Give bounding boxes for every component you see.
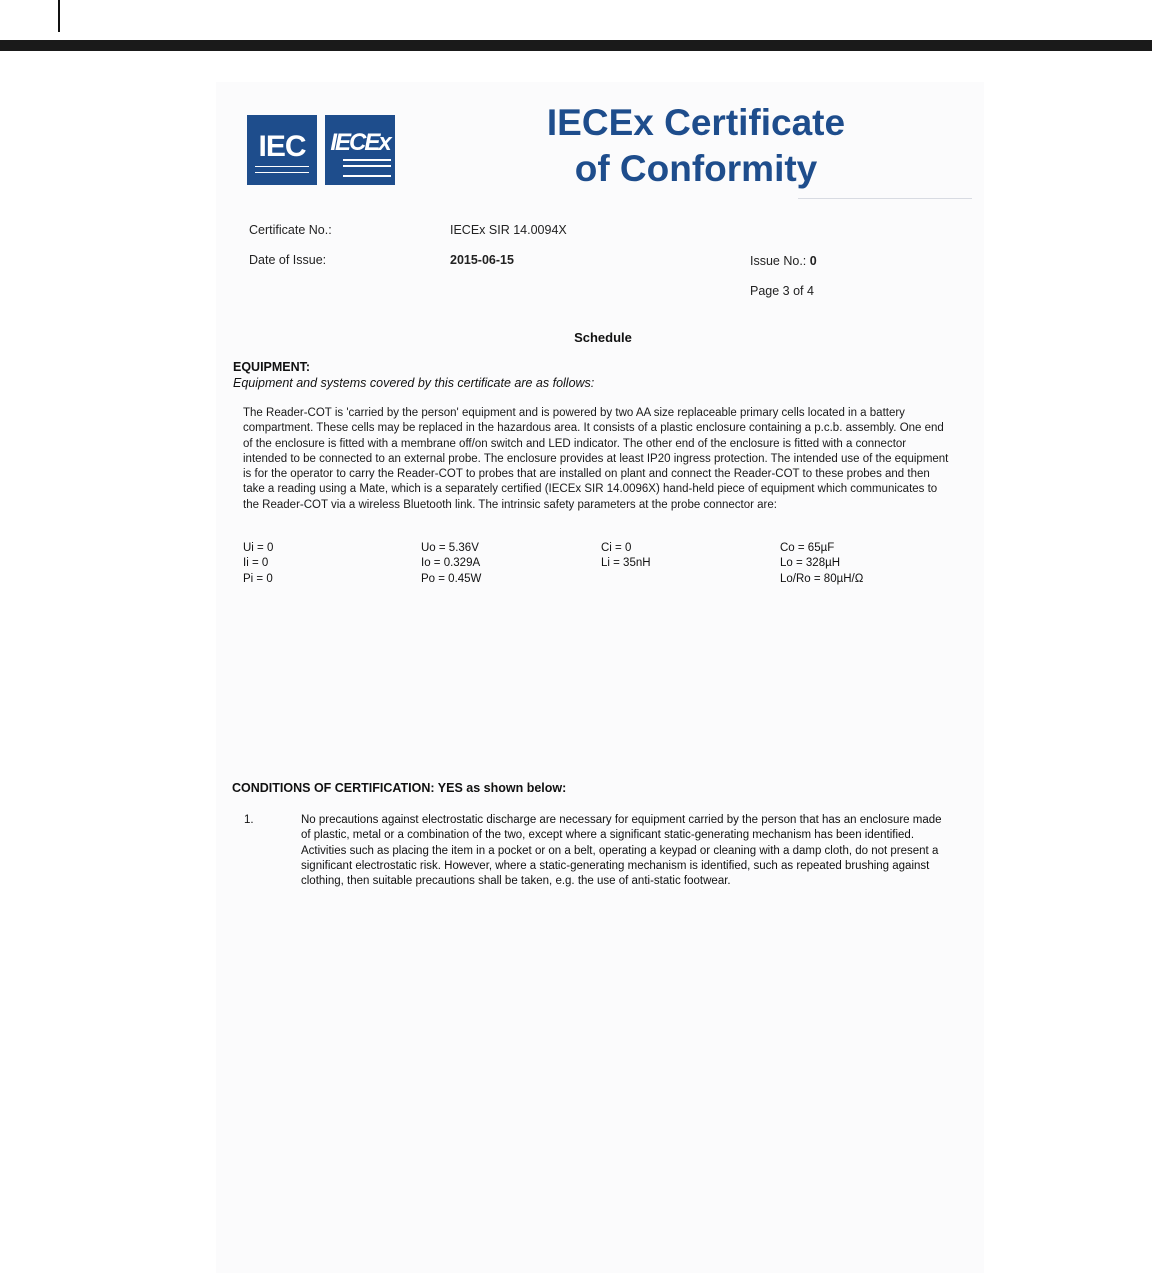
iecex-logo	[325, 115, 395, 185]
schedule-heading	[216, 330, 984, 345]
certificate-page	[216, 82, 984, 1273]
param-row	[243, 556, 943, 571]
page-number: Page 3 of 4	[750, 284, 814, 298]
param-ui: Ui = 0	[243, 542, 274, 554]
param-ii: Ii = 0	[243, 557, 269, 570]
certificate-title-line1: IECEx Certificate	[546, 102, 846, 143]
certificate-no-value: IECEx SIR 14.0094X	[450, 223, 567, 237]
issue-no	[750, 254, 817, 268]
param-pi: Pi = 0	[243, 572, 273, 585]
param-lo-ro: Lo/Ro = 80µH/Ω	[780, 572, 864, 585]
param-io: Io = 0.329A	[421, 557, 481, 570]
param-row	[243, 541, 943, 556]
condition-number: 1.	[244, 814, 254, 826]
issue-no-label: Issue No.:	[750, 254, 807, 268]
iec-logo	[247, 115, 317, 185]
issue-no-value: 0	[809, 254, 817, 268]
condition-text: No precautions against electrostatic discharge are necessary for equipment carried by the person that has an enclosure made of plastic, metal or a combination of the two, except where a significant static-generating mechanism has been identified. Activities such as placing the item in a pocket or on a belt, operating a keypad or cleaning with a damp cloth, do not present a significant electrostatic risk. However, where a static-generating mechanism is identified, such as repeated brushing against clothing, then suitable precautions shall be taken, e.g. the use of anti-static footwear.	[301, 814, 942, 888]
equipment-heading: EQUIPMENT:	[233, 360, 311, 374]
iec-logo-text: IEC	[258, 130, 306, 163]
param-lo: Lo = 328µH	[780, 557, 841, 570]
param-po: Po = 0.45W	[421, 572, 482, 585]
date-of-issue-value: 2015-06-15	[450, 253, 514, 267]
viewer-top-tick	[58, 0, 60, 32]
logo-group	[247, 115, 395, 185]
conditions-heading: CONDITIONS OF CERTIFICATION: YES as shown below:	[232, 781, 567, 795]
param-uo: Uo = 5.36V	[421, 542, 479, 554]
param-ci: Ci = 0	[601, 542, 632, 554]
iec-logo-stripes	[255, 166, 309, 173]
iecex-logo-text: IECEx	[330, 129, 390, 156]
iecex-logo-stripes	[343, 159, 391, 177]
safety-parameters	[243, 541, 943, 587]
certificate-title-line2: of Conformity	[574, 148, 818, 189]
param-co: Co = 65µF	[780, 542, 835, 554]
schedule-heading-text: Schedule	[574, 330, 632, 345]
certificate-no-label: Certificate No.:	[249, 223, 332, 237]
title-divider	[798, 198, 972, 199]
param-li: Li = 35nH	[601, 557, 651, 570]
param-row	[243, 572, 943, 587]
equipment-description: The Reader-COT is 'carried by the person' equipment and is powered by two AA size replaceable primary cells located in a battery compartment. These cells may be replaced in the hazardous area. It consists of a plastic enclosure containing a p.c.b. assembly. One end of the enclosure is fitted with a membrane off/on switch and LED indicator. The other end of the enclosure is fitted with a connector intended to be connected to an external probe. The enclosure provides at least IP20 ingress protection. The intended use of the equipment is for the operator to carry the Reader-COT to probes that are installed on plant and connect the Reader-COT to these probes and then take a reading using a Mate, which is a separately certified (IECEx SIR 14.0096X) hand-held piece of equipment which communicates to the Reader-COT via a wireless Bluetooth link. The intrinsic safety parameters at the probe connector are:	[243, 407, 949, 511]
date-of-issue-label: Date of Issue:	[249, 253, 327, 267]
viewer-toolbar-bar	[0, 40, 1152, 51]
equipment-subheading: Equipment and systems covered by this certificate are as follows:	[233, 376, 595, 390]
